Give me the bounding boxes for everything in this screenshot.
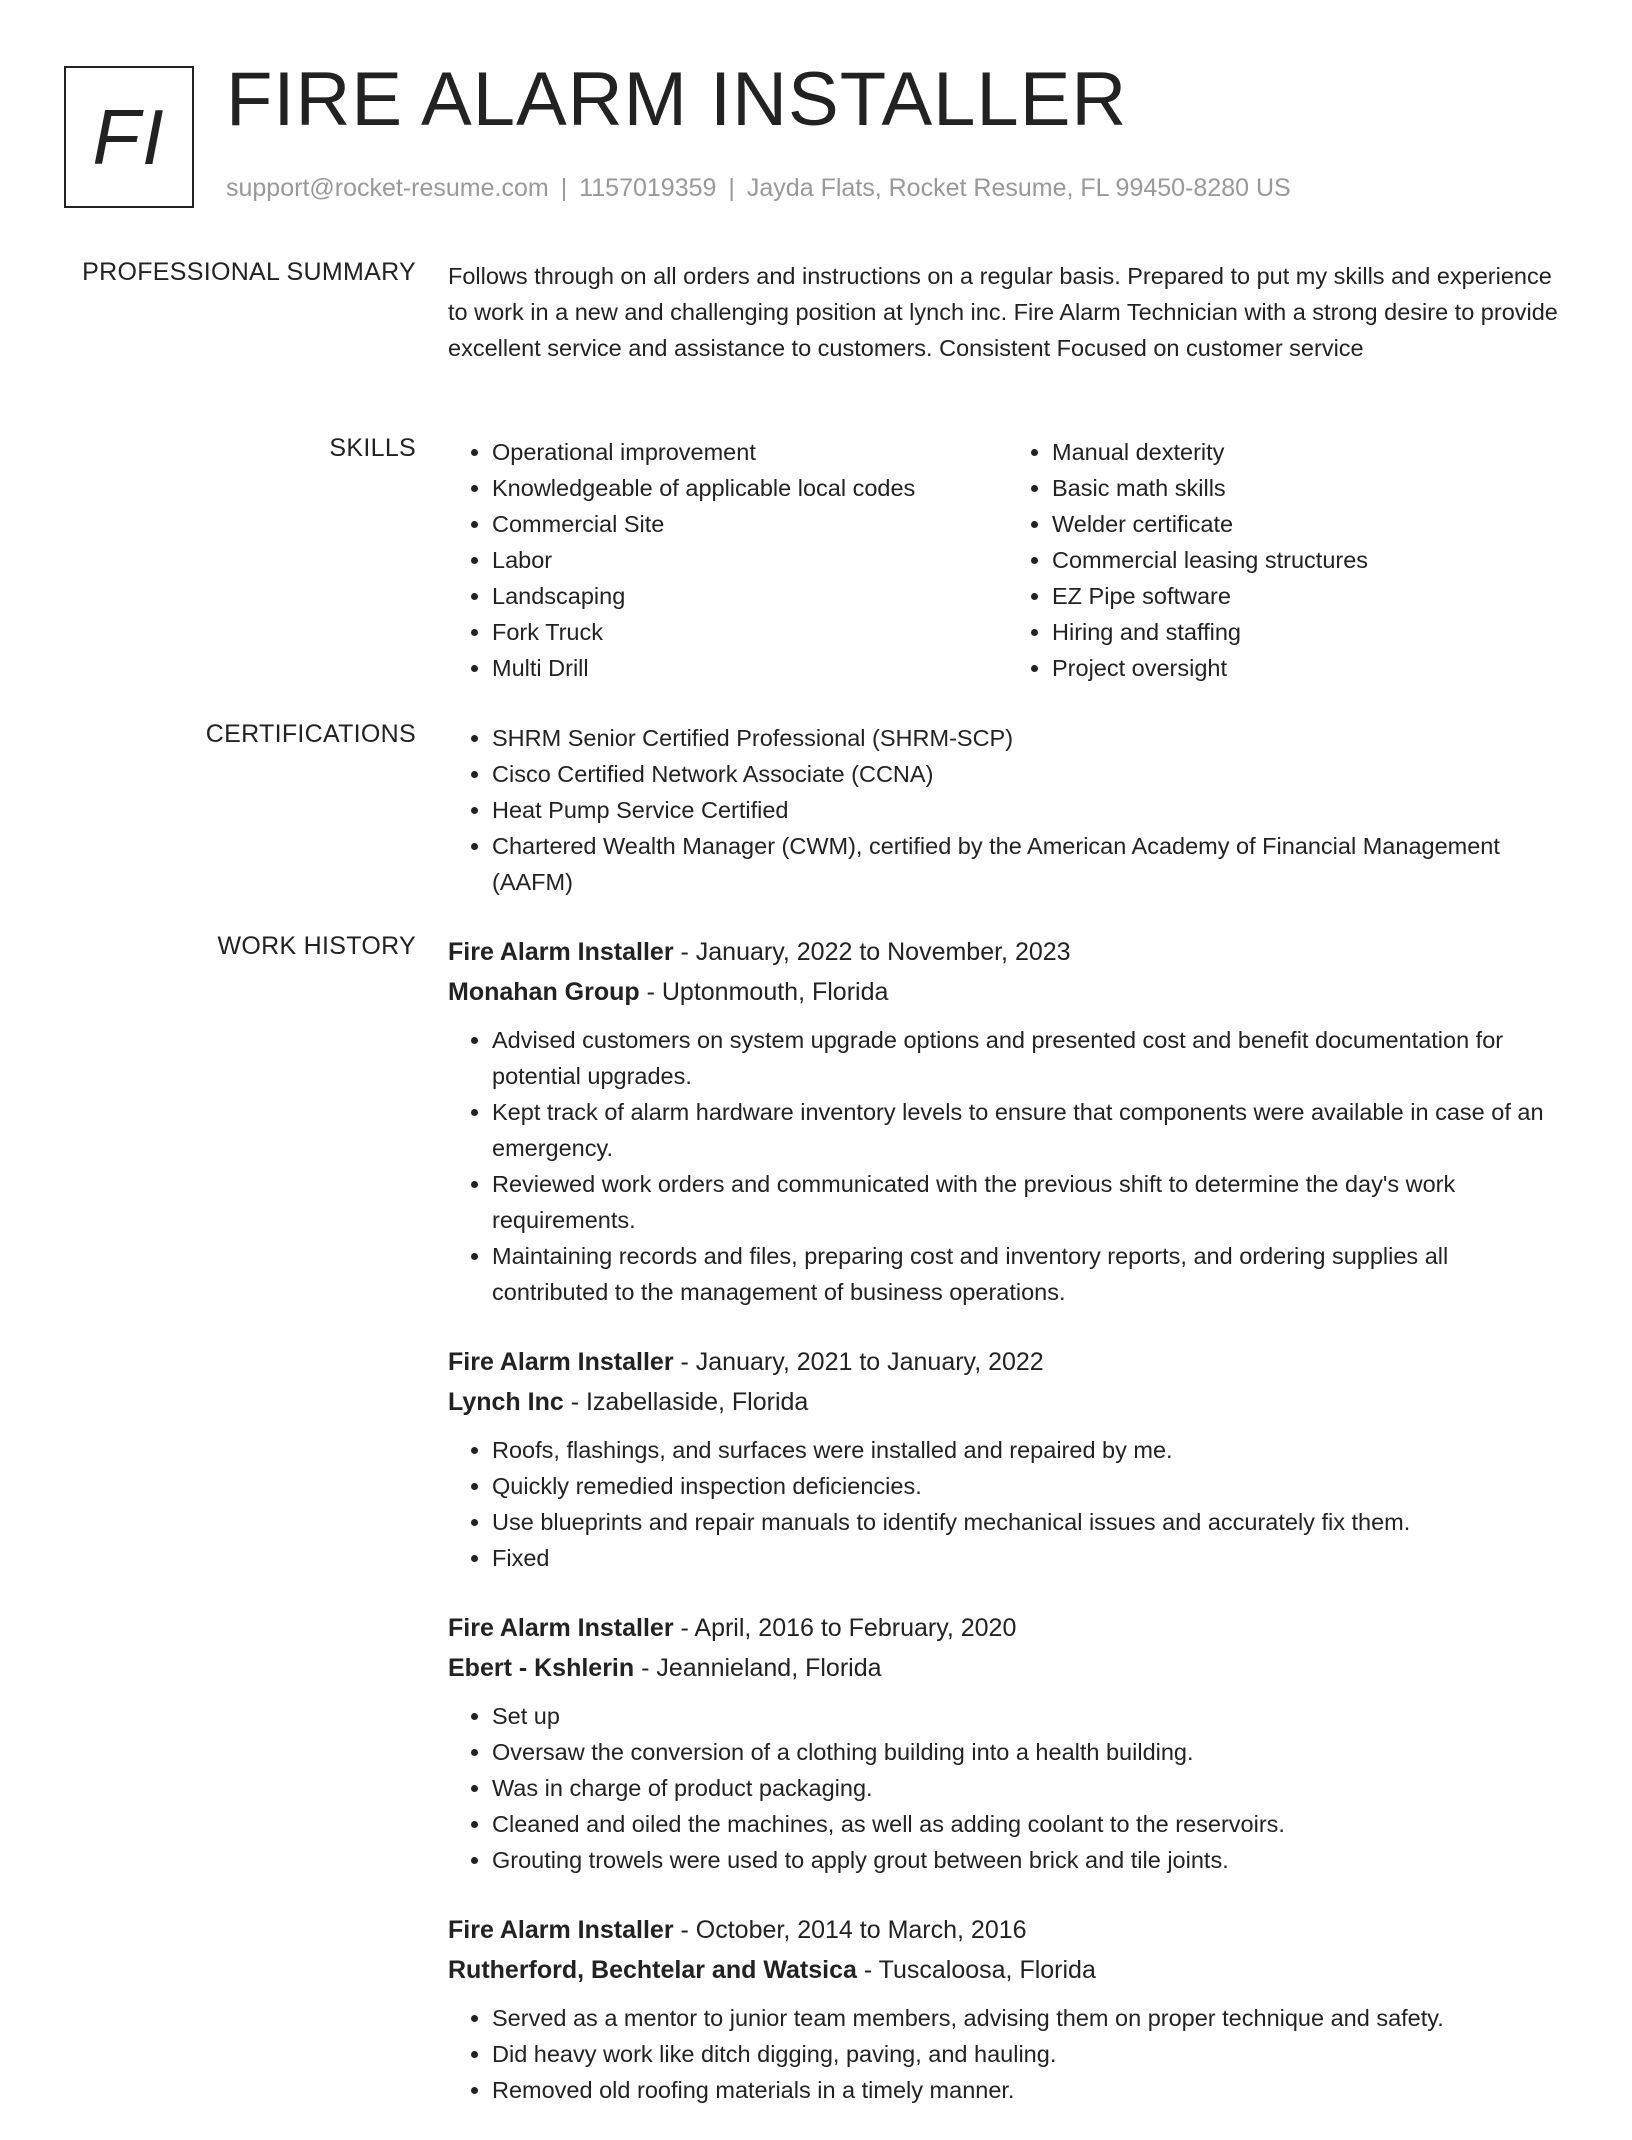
- list-item: • Fixed: [492, 1540, 1568, 1576]
- job-company-line: [448, 972, 1568, 1012]
- list-item: • Basic math skills: [1052, 470, 1568, 506]
- job-company: Lynch Inc: [448, 1388, 564, 1416]
- job-title: Fire Alarm Installer: [448, 1348, 674, 1376]
- contact-line: [226, 174, 1291, 203]
- list-item: • Grouting trowels were used to apply grout between brick and tile joints.: [492, 1842, 1568, 1878]
- job-company-line: [448, 1950, 1568, 1990]
- job-company: Rutherford, Bechtelar and Watsica: [448, 1956, 857, 1984]
- list-item: • Commercial leasing structures: [1052, 542, 1568, 578]
- job-entry: [448, 1910, 1568, 2108]
- list-item: • Quickly remedied inspection deficiencies.: [492, 1468, 1568, 1504]
- job-title-line: [448, 1910, 1568, 1950]
- job-entry: [448, 932, 1568, 1310]
- list-item: • Fork Truck: [492, 614, 1008, 650]
- job-title-line: [448, 932, 1568, 972]
- list-item: • Hiring and staffing: [1052, 614, 1568, 650]
- job-dates: - January, 2022 to November, 2023: [673, 938, 1071, 966]
- list-item: • Cisco Certified Network Associate (CCNA): [492, 756, 1568, 792]
- list-item: • Chartered Wealth Manager (CWM), certified by the American Academy of Financial Management (AAFM): [492, 828, 1568, 900]
- job-title: Fire Alarm Installer: [448, 1614, 674, 1642]
- job-location: - Tuscaloosa, Florida: [856, 1956, 1096, 1984]
- job-company-line: [448, 1382, 1568, 1422]
- contact-phone[interactable]: 1157019359: [579, 174, 717, 202]
- job-entry: [448, 1342, 1568, 1576]
- contact-separator: |: [728, 174, 735, 202]
- contact-separator: |: [560, 174, 568, 202]
- contact-email[interactable]: support@rocket-resume.com: [226, 174, 549, 202]
- job-title: Fire Alarm Installer: [448, 938, 674, 966]
- job-company: Monahan Group: [448, 978, 640, 1006]
- monogram-logo: FI: [64, 66, 194, 208]
- list-item: • Cleaned and oiled the machines, as well as adding coolant to the reservoirs.: [492, 1806, 1568, 1842]
- job-bullets: [448, 2000, 1568, 2108]
- list-item: • Use blueprints and repair manuals to identify mechanical issues and accurately fix them.: [492, 1504, 1568, 1540]
- work-history-body: [448, 932, 1568, 2140]
- list-item: • Served as a mentor to junior team members, advising them on proper technique and safety.: [492, 2000, 1568, 2036]
- job-title-line: [448, 1342, 1568, 1382]
- list-item: • Labor: [492, 542, 1008, 578]
- job-title-line: [448, 1608, 1568, 1648]
- section-label: CERTIFICATIONS: [205, 720, 416, 748]
- list-item: • Kept track of alarm hardware inventory levels to ensure that components were available in case of an emergency.: [492, 1094, 1568, 1166]
- section-label: PROFESSIONAL SUMMARY: [82, 258, 416, 286]
- skills-grid: [448, 434, 1568, 686]
- job-dates: - October, 2014 to March, 2016: [673, 1916, 1027, 1944]
- list-item: • Heat Pump Service Certified: [492, 792, 1568, 828]
- section-label: SKILLS: [329, 434, 416, 462]
- list-item: • Operational improvement: [492, 434, 1008, 470]
- list-item: • Commercial Site: [492, 506, 1008, 542]
- list-item: • Did heavy work like ditch digging, paving, and hauling.: [492, 2036, 1568, 2072]
- summary-text: Follows through on all orders and instructions on a regular basis. Prepared to put my skills and experience to work in a new and challenging position at lynch inc. Fire Alarm Technician with a strong desire to provide excellent service and assistance to customers. Consistent Focused on customer service: [448, 263, 1558, 361]
- list-item: • Reviewed work orders and communicated with the previous shift to determine the day's work requirements.: [492, 1166, 1568, 1238]
- list-item: • Welder certificate: [1052, 506, 1568, 542]
- job-company: Ebert - Kshlerin: [448, 1654, 635, 1682]
- job-bullets: [448, 1432, 1568, 1576]
- list-item: • Knowledgeable of applicable local codes: [492, 470, 1008, 506]
- list-item: • Roofs, flashings, and surfaces were installed and repaired by me.: [492, 1432, 1568, 1468]
- job-location: - Jeannieland, Florida: [634, 1654, 882, 1682]
- page-title: FIRE ALARM INSTALLER: [226, 57, 1128, 142]
- list-item: • Manual dexterity: [1052, 434, 1568, 470]
- list-item: • Project oversight: [1052, 650, 1568, 686]
- job-location: - Izabellaside, Florida: [563, 1388, 809, 1416]
- resume-header: [64, 57, 1568, 214]
- list-item: • SHRM Senior Certified Professional (SHRM-SCP): [492, 720, 1568, 756]
- list-item: • Set up: [492, 1698, 1568, 1734]
- job-dates: - January, 2021 to January, 2022: [673, 1348, 1044, 1376]
- job-bullets: [448, 1022, 1568, 1310]
- contact-address: Jayda Flats, Rocket Resume, FL 99450-8280 US: [746, 174, 1291, 202]
- list-item: • EZ Pipe software: [1052, 578, 1568, 614]
- list-item: • Removed old roofing materials in a timely manner.: [492, 2072, 1568, 2108]
- list-item: • Was in charge of product packaging.: [492, 1770, 1568, 1806]
- job-title: Fire Alarm Installer: [448, 1916, 674, 1944]
- list-item: • Oversaw the conversion of a clothing building into a health building.: [492, 1734, 1568, 1770]
- job-dates: - April, 2016 to February, 2020: [673, 1614, 1017, 1642]
- skills-list-left: [448, 434, 1008, 686]
- list-item: • Maintaining records and files, preparing cost and inventory reports, and ordering supplies all contributed to the management of business operations.: [492, 1238, 1568, 1310]
- job-entry: [448, 1608, 1568, 1878]
- certifications-body: [448, 720, 1568, 900]
- certifications-list: [448, 720, 1568, 900]
- skills-list-right: [1008, 434, 1568, 686]
- job-bullets: [448, 1698, 1568, 1878]
- job-location: - Uptonmouth, Florida: [639, 978, 889, 1006]
- job-company-line: [448, 1648, 1568, 1688]
- section-label: WORK HISTORY: [217, 932, 416, 960]
- list-item: • Multi Drill: [492, 650, 1008, 686]
- list-item: • Advised customers on system upgrade options and presented cost and benefit documentation for potential upgrades.: [492, 1022, 1568, 1094]
- list-item: • Landscaping: [492, 578, 1008, 614]
